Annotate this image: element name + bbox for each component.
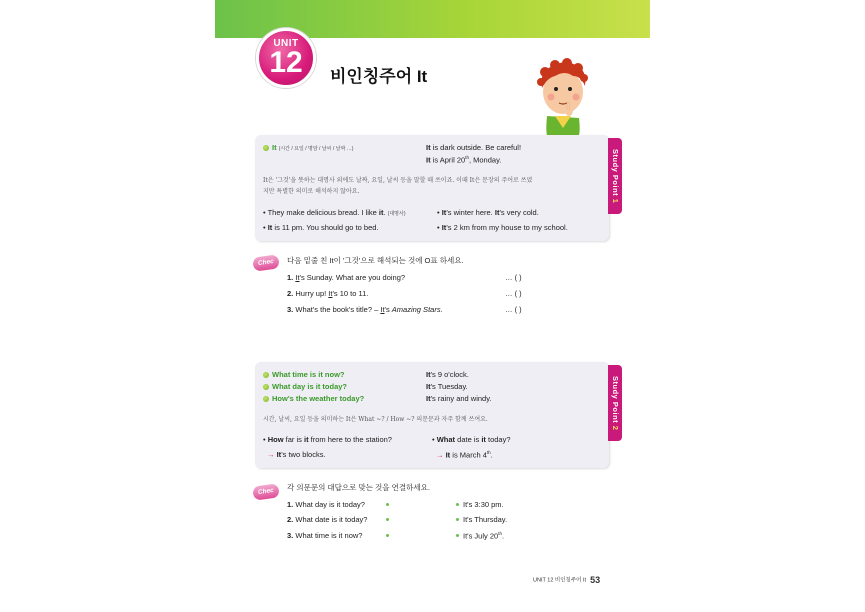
study-point-2-tab	[608, 365, 622, 441]
match-dot-right-2[interactable]	[456, 518, 459, 521]
sp2-answer-3: It's rainy and windy.	[426, 394, 492, 403]
arrow-right-icon: →	[436, 450, 444, 460]
check2-answer-2[interactable]: It's Thursday.	[463, 515, 508, 524]
sp2-question-1: What time is it now?	[263, 370, 345, 379]
match-dot-right-1[interactable]	[456, 503, 459, 506]
sp2-explanation: 시간, 날씨, 요일 등을 의미하는 It은 What ~? / How ~? 의문문과 자주 함께 쓰여요.	[263, 416, 488, 423]
check2-answer-1[interactable]: It's 3:30 pm.	[463, 500, 504, 509]
sp2-example-2: • What date is it today?	[432, 435, 511, 444]
sp1-heading-sub: (시간 / 요일 / 명암 / 날씨 / 날짜 …)	[278, 146, 354, 152]
study-point-2-box	[255, 362, 620, 468]
sp2-example-1-answer: → It's two blocks.	[267, 450, 326, 459]
sp2-example-2-answer: → It is March 4th.	[436, 450, 493, 460]
thinking-boy-illustration	[525, 58, 600, 138]
sp2-question-2: What day is it today?	[263, 382, 347, 391]
sp2-answer-2: It's Tuesday.	[426, 382, 468, 391]
bullet-icon	[263, 384, 269, 390]
check1-answer-2[interactable]: … ( )	[505, 289, 522, 298]
page-title: 비인칭주어 It	[330, 67, 428, 86]
check2-answer-3[interactable]: It's July 20th.	[463, 531, 505, 541]
check2-question-3[interactable]: 3. What time is it now?	[287, 531, 363, 540]
check2-instruction: 각 의문문의 대답으로 맞는 것을 연결하세요.	[287, 483, 430, 492]
study-point-number: 2	[611, 425, 620, 431]
bullet-icon	[263, 372, 269, 378]
page-number: 53	[590, 575, 601, 585]
match-dot-left-2[interactable]	[386, 518, 389, 521]
bullet-icon	[263, 396, 269, 402]
check2-question-1[interactable]: 1. What day is it today?	[287, 500, 365, 509]
sp2-answer-1: It's 9 o'clock.	[426, 370, 469, 379]
check2-question-2[interactable]: 2. What date is it today?	[287, 515, 368, 524]
footer-label: UNIT 12 비인칭주어 It	[533, 577, 587, 584]
sp1-sentence-3: • It is 11 pm. You should go to bed.	[263, 223, 379, 232]
check-badge-1: Chec	[252, 254, 280, 271]
unit-number: 12	[269, 46, 303, 79]
sp1-explanation-line-2: 지만 특별한 의미로 해석하지 않아요.	[263, 188, 360, 195]
sp1-explanation-line-1: It은 '그것'을 뜻하는 대명사 외에도 날짜, 요일, 날씨 등을 말할 때 쓰이죠. 이때 It은 문장의 주어로 쓰였	[263, 177, 533, 184]
sp1-sentence-1: • They make delicious bread. I like it. (대명사)	[263, 208, 406, 217]
page-footer	[533, 575, 600, 585]
textbook-page	[215, 0, 650, 612]
unit-label: UNIT	[273, 38, 299, 49]
unit-badge	[256, 28, 316, 88]
check1-item-2: 2. Hurry up! It's 10 to 11.	[287, 289, 369, 298]
sp1-sentence-2: • It's winter here. It's very cold.	[437, 208, 539, 217]
sp1-example-2: It is April 20th, Monday.	[426, 155, 502, 165]
sp2-question-3: How's the weather today?	[263, 394, 364, 403]
check1-instruction: 다음 밑줄 친 It이 '그것'으로 해석되는 것에 O표 하세요.	[287, 256, 464, 265]
bullet-icon	[263, 145, 269, 151]
study-point-label: Study Point	[611, 375, 620, 423]
match-dot-left-3[interactable]	[386, 534, 389, 537]
check-badge-2: Chec	[252, 483, 280, 500]
check1-item-3: 3. What's the book's title? – It's Amazing Stars.	[287, 305, 443, 314]
sp1-heading-it: It	[272, 143, 277, 152]
check1-item-1: 1. It's Sunday. What are you doing?	[287, 273, 406, 282]
study-point-number: 1	[611, 198, 620, 204]
check1-answer-1[interactable]: … ( )	[505, 273, 522, 282]
sp2-example-1: • How far is it from here to the station?	[263, 435, 392, 444]
study-point-1-tab	[608, 138, 622, 214]
sp1-example-1: It is dark outside. Be careful!	[426, 143, 522, 152]
check1-answer-3[interactable]: … ( )	[505, 305, 522, 314]
sp1-heading	[263, 143, 353, 152]
match-dot-left-1[interactable]	[386, 503, 389, 506]
arrow-right-icon: →	[267, 450, 275, 459]
match-dot-right-3[interactable]	[456, 534, 459, 537]
sp1-sentence-4: • It's 2 km from my house to my school.	[437, 223, 568, 232]
study-point-1-box	[255, 135, 620, 241]
study-point-label: Study Point	[611, 148, 620, 196]
